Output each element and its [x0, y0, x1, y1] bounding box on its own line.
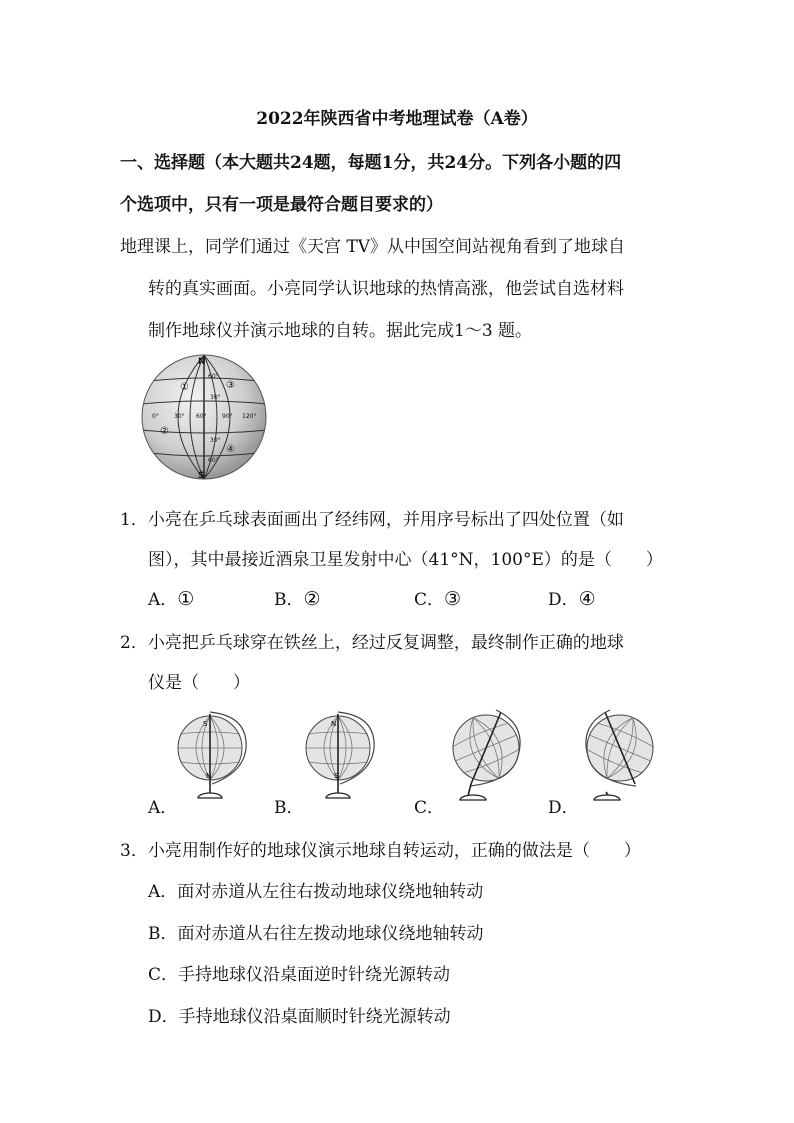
q3-option-b[interactable] — [148, 919, 484, 944]
option-letter: B． — [148, 924, 178, 944]
question-1-stem-line2: 图），其中最接近酒泉卫星发射中心（41°N，100°E）的是（ ） — [148, 550, 663, 570]
q3-option-c[interactable] — [148, 960, 450, 985]
option-text: ① — [177, 588, 195, 610]
question-2 — [120, 628, 624, 653]
option-letter: D． — [548, 590, 579, 610]
globe-lon-label: 60° — [196, 413, 207, 420]
globe-lon-label: 90° — [222, 413, 233, 420]
option-text: 手持地球仪沿桌面逆时针绕光源转动 — [178, 965, 451, 985]
question-1 — [120, 505, 624, 530]
section-heading-line1: 一、选择题（本大题共24题，每题1分，共24分。下列各小题的四 — [120, 153, 622, 173]
option-letter: D． — [148, 1007, 179, 1027]
q1-option-b[interactable] — [274, 585, 321, 610]
question-stem: 小亮用制作好的地球仪演示地球自转运动，正确的做法是（ ） — [147, 841, 641, 861]
q1-option-a[interactable] — [148, 585, 194, 610]
globe-bottom-pole: N — [206, 772, 212, 780]
option-letter: A． — [148, 590, 178, 610]
globe-lon-label: 0° — [152, 413, 159, 420]
globe-lon-label: 120° — [242, 413, 257, 420]
q2-globe-c — [446, 708, 526, 812]
globe-marker-1: ① — [180, 382, 189, 393]
q2-option-b[interactable]: B． — [274, 798, 304, 818]
option-letter: B． — [274, 590, 304, 610]
globe-lat-label: 30° — [210, 394, 221, 401]
globe-top-pole: S — [203, 720, 208, 728]
question-number: 2． — [120, 633, 148, 653]
question-number: 1． — [120, 510, 148, 530]
q2-globe-b — [304, 712, 376, 812]
q2-globe-a — [176, 712, 248, 812]
globe-north-label: N — [198, 357, 206, 367]
globe-lon-label: 30° — [174, 413, 185, 420]
q2-option-a[interactable]: A． — [148, 798, 178, 818]
q2-option-d[interactable]: D． — [548, 798, 579, 818]
globe-marker-3: ③ — [226, 380, 235, 391]
option-letter: A． — [148, 882, 178, 902]
globe-south-label: S — [198, 471, 205, 481]
globe-top-pole: N — [331, 720, 337, 728]
question-stem: 小亮在乒乓球表面画出了经纬网，并用序号标出了四处位置（如 — [147, 510, 624, 530]
globe-lat-label: 60° — [208, 457, 219, 464]
question-number: 3． — [120, 841, 148, 861]
option-text: 面对赤道从右往左拨动地球仪绕地轴转动 — [177, 924, 484, 944]
option-text: 手持地球仪沿桌面顺时针绕光源转动 — [178, 1007, 451, 1027]
option-letter: C． — [148, 965, 179, 985]
intro-line3: 制作地球仪并演示地球的自转。据此完成1～3 题。 — [148, 321, 533, 341]
globe-marker-2: ② — [160, 426, 169, 437]
question-3 — [120, 836, 641, 861]
question-2-stem-line2: 仪是（ ） — [148, 673, 250, 693]
question-stem: 小亮把乒乓球穿在铁丝上，经过反复调整，最终制作正确的地球 — [147, 633, 624, 653]
q2-option-c[interactable]: C． — [414, 798, 445, 818]
option-text: ③ — [444, 588, 462, 610]
intro-line1: 地理课上，同学们通过《天宫 TV》从中国空间站视角看到了地球自 — [120, 237, 626, 257]
option-text: ② — [303, 588, 321, 610]
q3-option-d[interactable] — [148, 1002, 451, 1027]
ping-pong-globe-figure — [138, 352, 270, 482]
globe-lat-label: 30° — [210, 437, 221, 444]
q3-option-a[interactable] — [148, 877, 483, 902]
section-heading-line2: 个选项中，只有一项是最符合题目要求的） — [120, 195, 443, 215]
globe-lat-label: 60° — [208, 373, 219, 380]
globe-marker-4: ④ — [226, 444, 235, 455]
globe-bottom-pole: S — [334, 772, 339, 780]
option-letter: C． — [414, 590, 445, 610]
q1-option-d[interactable] — [548, 585, 596, 610]
page-title: 2022年陕西省中考地理试卷（A卷） — [256, 109, 538, 129]
q1-option-c[interactable] — [414, 585, 461, 610]
option-text: ④ — [578, 588, 596, 610]
option-text: 面对赤道从左往右拨动地球仪绕地轴转动 — [177, 882, 484, 902]
q2-globe-d — [580, 708, 660, 812]
intro-line2: 转的真实画面。小亮同学认识地球的热情高涨，他尝试自选材料 — [148, 279, 624, 299]
